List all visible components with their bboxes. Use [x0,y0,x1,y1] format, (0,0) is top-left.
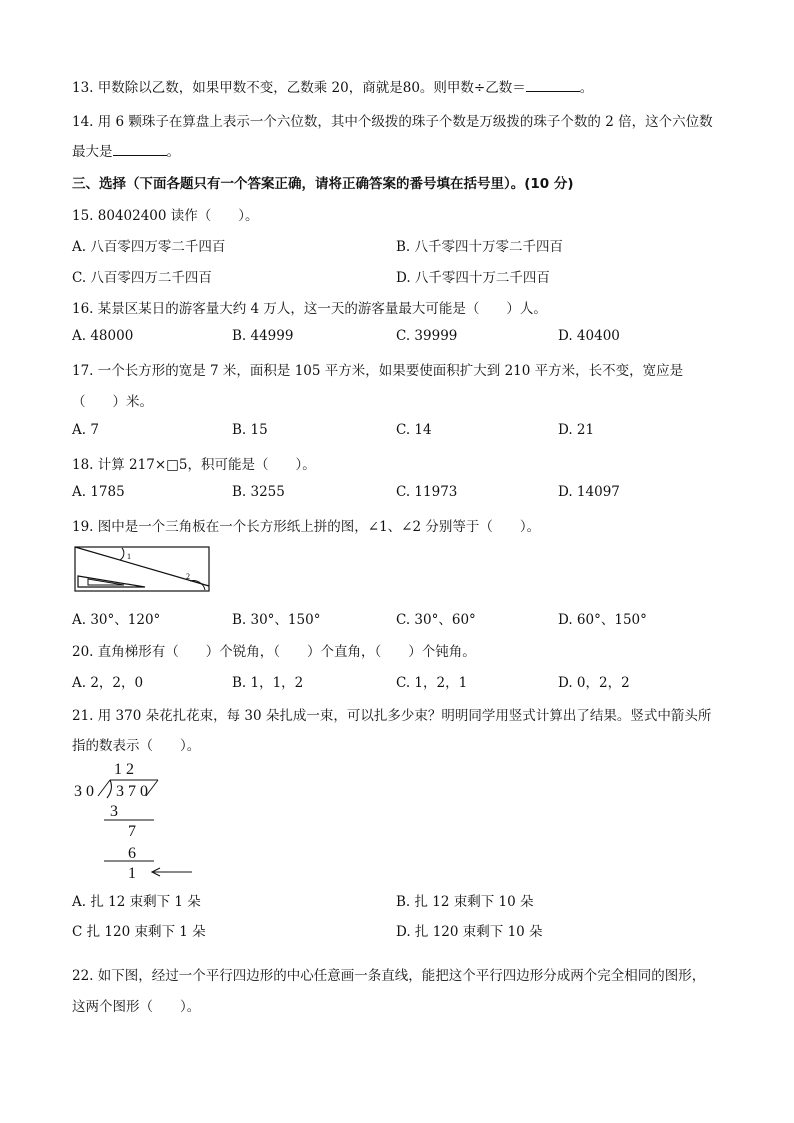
option-c[interactable]: C 扎 120 束剩下 1 朵 [72,924,206,940]
remainder: 1 [128,865,136,882]
option-d[interactable]: D. 21 [558,422,595,438]
option-d[interactable]: D. 八千零四十万二千四百 [396,270,550,286]
option-c[interactable]: C. 14 [396,422,432,438]
option-d[interactable]: D. 扎 120 束剩下 10 朵 [396,924,543,940]
option-c[interactable]: C. 八百零四万二千四百 [72,270,212,286]
option-d[interactable]: D. 40400 [558,328,620,344]
triangle-ruler-figure [74,546,210,592]
angle-2-label: 2 [186,572,190,581]
option-a[interactable]: A. 30°、120° [72,612,161,628]
question-13: 13. 甲数除以乙数，如果甲数不变，乙数乘 20，商就是80。则甲数÷乙数＝ 。 [72,76,593,96]
option-a[interactable]: A. 扎 12 束剩下 1 朵 [72,894,201,910]
option-c[interactable]: C. 1，2，1 [396,675,468,691]
option-d[interactable]: D. 0，2，2 [558,675,630,691]
question-20: 20. 直角梯形有（ ）个锐角，（ ）个直角，（ ）个钝角。 [72,644,476,660]
step-remainder-1: 7 [128,823,136,840]
question-21-line1: 21. 用 370 朵花扎花束，每 30 朵扎成一束，可以扎多少束？明明同学用竖式计算出了结果。竖式中箭头所 [72,708,712,724]
option-c[interactable]: C. 39999 [396,328,458,344]
option-b[interactable]: B. 1，1，2 [232,675,304,691]
option-b[interactable]: B. 15 [232,422,268,438]
question-18: 18. 计算 217×□5，积可能是（ ）。 [72,457,316,473]
question-17-line2: （ ）米。 [72,394,153,410]
question-14-line2: 最大是 。 [72,140,180,160]
answer-blank [113,141,167,156]
step-product-1: 3 [110,803,118,820]
option-b[interactable]: B. 3255 [232,484,285,500]
question-14-line1: 14. 用 6 颗珠子在算盘上表示一个六位数，其中个级拨的珠子个数是万级拨的珠子个数的 2 倍，这个六位数 [72,114,713,130]
question-22-line1: 22. 如下图，经过一个平行四边形的中心任意画一条直线，能把这个平行四边形分成两个完全相同的图形， [72,968,706,984]
question-15: 15. 80402400 读作（ ）。 [72,208,259,224]
option-d[interactable]: D. 60°、150° [558,612,647,628]
section-heading: 三、选择（下面各题只有一个答案正确，请将正确答案的番号填在括号里）。(10 分) [72,176,574,192]
dividend: 3 7 0 [116,783,148,800]
step-product-2: 6 [128,845,136,862]
question-17-line1: 17. 一个长方形的宽是 7 米，面积是 105 平方米，如果要使面积扩大到 210 平方米，长不变，宽应是 [72,363,684,379]
option-c[interactable]: C. 30°、60° [396,612,476,628]
divisor: 3 0 [74,783,94,800]
long-division-figure [70,758,200,884]
question-21-line2: 指的数表示（ ）。 [72,738,201,754]
angle-1-label: 1 [127,552,131,561]
option-b[interactable]: B. 扎 12 束剩下 10 朵 [396,894,534,910]
option-b[interactable]: B. 八千零四十万零二千四百 [396,239,564,255]
option-a[interactable]: A. 1785 [72,484,125,500]
answer-blank [526,77,580,92]
option-d[interactable]: D. 14097 [558,484,620,500]
option-c[interactable]: C. 11973 [396,484,458,500]
option-a[interactable]: A. 48000 [72,328,134,344]
option-a[interactable]: A. 7 [72,422,99,438]
option-a[interactable]: A. 八百零四万零二千四百 [72,239,226,255]
question-19: 19. 图中是一个三角板在一个长方形纸上拼的图，∠1、∠2 分别等于（ ）。 [72,519,541,535]
question-22-line2: 这两个图形（ ）。 [72,999,201,1015]
question-16: 16. 某景区某日的游客量大约 4 万人，这一天的游客量最大可能是（ ）人。 [72,301,547,317]
option-a[interactable]: A. 2，2，0 [72,675,144,691]
option-b[interactable]: B. 30°、150° [232,612,321,628]
quotient: 1 2 [114,761,134,778]
option-b[interactable]: B. 44999 [232,328,294,344]
